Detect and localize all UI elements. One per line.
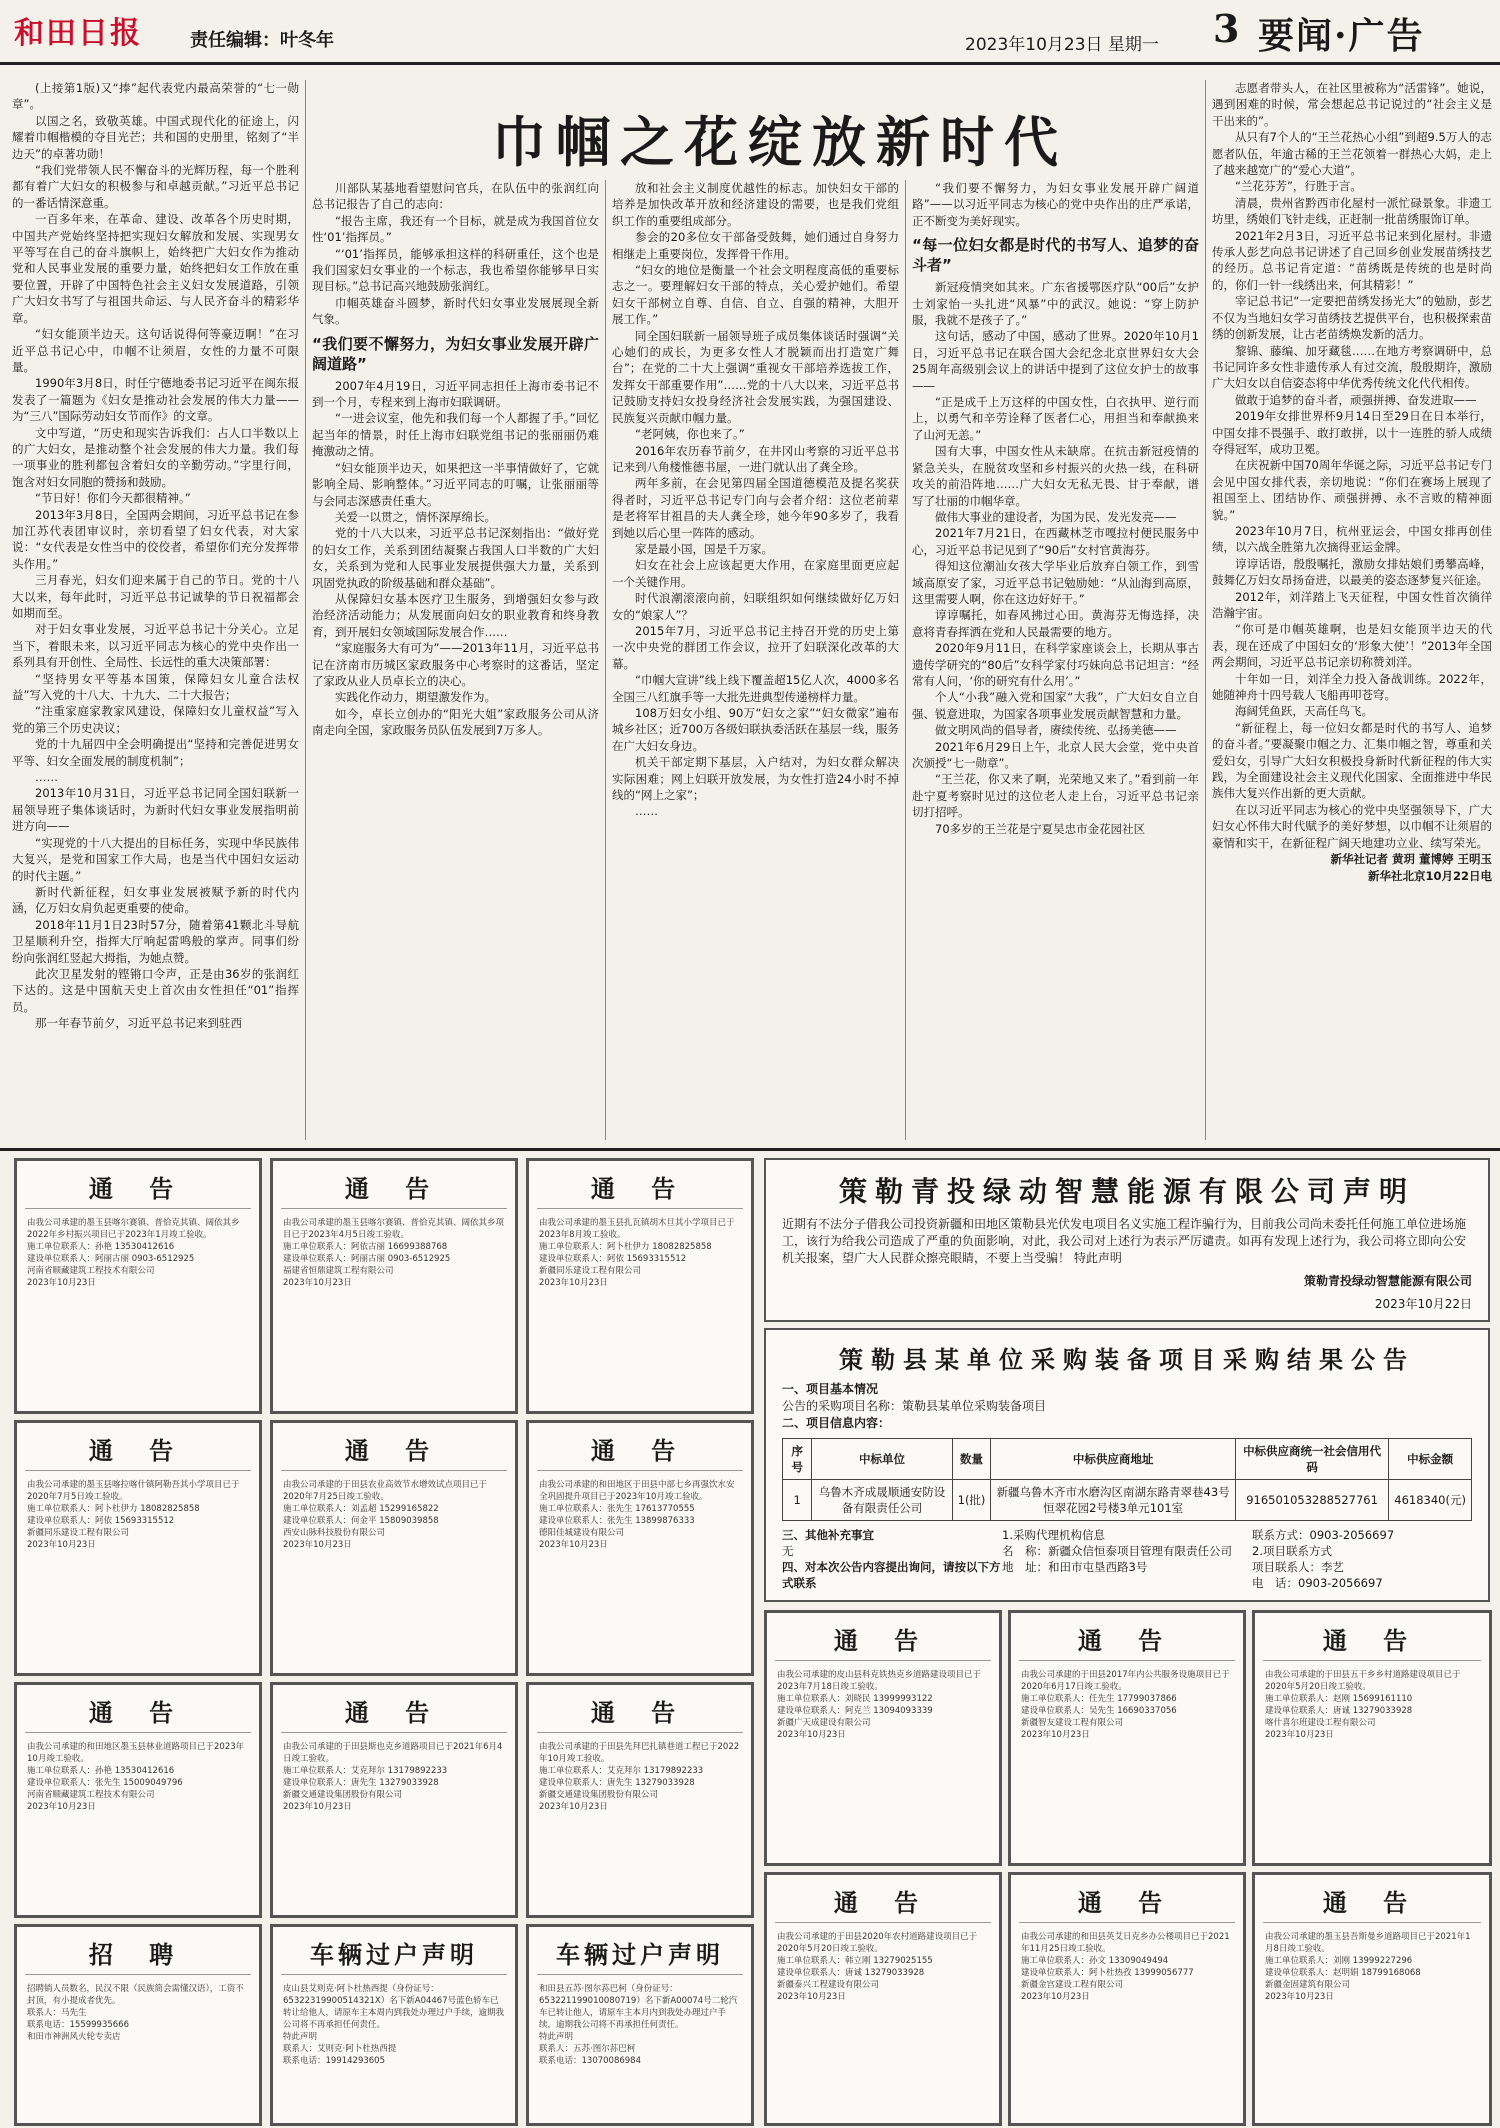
column-divider bbox=[605, 180, 606, 1140]
notice-box: 通 告 由我公司承建的墨玉县喀尔赛镇、普恰克其镇、阔依其乡2022年乡村振兴项目已于2023年1月竣工验收。 施工单位联系人：孙艳 13530412616 建设单位联系人：阿丽古丽 0903-6512925 河南省顺藏建筑工程技术有限公司 2023年10月23日 bbox=[14, 1158, 262, 1414]
article-paragraph: 在庆祝新中国70周年华诞之际，习近平总书记专门会见中国女排代表，亲切地说：“你们在赛场上展现了祖国至上、团结协作、顽强拼搏、永不言败的精神面貌。” bbox=[1212, 458, 1492, 522]
notice-box: 通 告 由我公司承建的墨玉县喀拉喀什镇阿勒吾其小学项目已于2020年7月5日竣工验收。 施工单位联系人：阿卜杜伊力 18082825858 建设单位联系人：阿依 15693315512 新疆同乐建设工程有限公司 2023年10月23日 bbox=[14, 1420, 262, 1676]
article-paragraph: “老阿姨，你也来了。” bbox=[635, 427, 745, 442]
table-cell: 1(批) bbox=[952, 1480, 991, 1521]
article-paragraph: 黎锦、藤编、加牙藏毯……在地方考察调研中，总书记同许多女性非遗传承人有过交流，殷殷期许，激励广大妇女以自信姿态将中华优秀传统文化代代相传。 bbox=[1212, 343, 1492, 391]
table-cell: 1 bbox=[783, 1480, 812, 1521]
article-paragraph: “王兰花，你又来了啊，光荣地又来了。”看到前一年赴宁夏考察时见过的这位老人走上台，习近平总书记亲切打招呼。 bbox=[912, 772, 1199, 820]
article-paragraph: 对于妇女事业发展，习近平总书记十分关心。立足当下，着眼未来，以习近平同志为核心的党中央作出一系列具有开创性、全局性、长远性的重大决策部署： bbox=[12, 622, 299, 670]
table-cell: 916501053288527761 bbox=[1235, 1480, 1388, 1521]
byline: 新华社记者 黄玥 董博婷 王明玉 bbox=[1330, 852, 1492, 867]
article-paragraph: 在以习近平同志为核心的党中央坚强领导下，广大妇女心怀伟大时代赋予的美好梦想，以巾帼不让须眉的豪情和实干，在新征程广阔天地建功立业、续写荣光。 bbox=[1212, 802, 1492, 850]
article-column-2 bbox=[312, 180, 599, 1140]
article-paragraph: “实现党的十八大提出的目标任务，实现中华民族伟大复兴，是党和国家工作大局，也是当代中国妇女运动的时代主题。” bbox=[12, 835, 299, 883]
article-paragraph: “我们党带领人民不懈奋斗的光辉历程，每一个胜利都有着广大妇女的积极参与和卓越贡献。”习近平总书记的一番话情深意重。 bbox=[12, 163, 299, 210]
article-paragraph: 2013年10月31日，习近平总书记同全国妇联新一届领导班子集体谈话时，为新时代妇女事业发展指明前进方向—— bbox=[12, 786, 299, 834]
article-paragraph: 这句话，感动了中国，感动了世界。2020年10月1日，习近平总书记在联合国大会纪念北京世界妇女大会25周年高级别会议上的讲话中提到了这位女护士的故事—— bbox=[912, 329, 1199, 393]
article-paragraph: “我们要不懈努力，为妇女事业发展开辟广阔道路”——以习近平同志为核心的党中央作出的庄严承诺，正不断变为美好现实。 bbox=[912, 181, 1199, 228]
table-header-cell: 序号 bbox=[783, 1439, 812, 1480]
article-paragraph: 2020年9月11日，在科学家座谈会上，长期从事古遗传学研究的“80后”女科学家付巧妹向总书记坦言：“经常有人问，‘你的研究有什么用’。” bbox=[912, 641, 1199, 688]
article-paragraph: 清晨，贵州省黔西市化屋村一派忙碌景象。非遗工坊里，绣娘们飞针走线，正赶制一批苗绣服饰订单。 bbox=[1212, 195, 1492, 227]
column-divider bbox=[905, 180, 906, 1140]
table-cell: 新疆乌鲁木齐市水磨沟区南湖东路青翠巷43号恒翠花园2号楼3单元101室 bbox=[991, 1480, 1235, 1521]
article-paragraph: 巾帼英雄奋斗圆梦，新时代妇女事业发展展现全新气象。 bbox=[312, 295, 599, 327]
article-paragraph: 此次卫星发射的铿锵口令声，正是由36岁的张润红下达的。这是中国航天史上首次由女性担任“01”指挥员。 bbox=[12, 966, 299, 1014]
table-header-cell: 中标金额 bbox=[1389, 1439, 1472, 1480]
article-paragraph: 2021年2月3日，习近平总书记来到化屋村。非遗传承人彭艺向总书记讲述了自己回乡创业发展苗绣技艺的经历。总书记肯定道：“苗绣既是传统的也是时尚的，你们一针一线绣出来，何其精彩！” bbox=[1212, 228, 1492, 292]
article-paragraph: “报告主席，我还有一个目标，就是成为我国首位女性‘01’指挥员。” bbox=[312, 213, 599, 245]
column-divider bbox=[305, 80, 306, 1140]
article-paragraph: 文中写道，“历史和现实告诉我们：占人口半数以上的广大妇女，是推动整个社会发展的伟大力量。我们每一项事业的胜利都包含着妇女的辛勤劳动。”字里行间，饱含对妇女同胞的赞扬和鼓励。 bbox=[12, 425, 299, 489]
article-paragraph: 关爱一以贯之，情怀深厚绵长。 bbox=[335, 509, 496, 524]
column-divider bbox=[1205, 80, 1206, 1140]
procurement-table bbox=[782, 1438, 1472, 1521]
vehicle-transfer-box: 车辆过户声明 和田县五苏·图尔荪巴柯（身份证号：653221199010080719）名下新A00074号二轮汽车已转让他人，请原车主本月内到我处办理过户手续，逾期我公司将不再承担任何责任。 特此声明 联系人：五苏·图尔荪巴柯 联系电话：13070086984 bbox=[526, 1924, 754, 2126]
article-paragraph: 2007年4月19日，习近平同志担任上海市委书记不到一个月，专程来到上海市妇联调研。 bbox=[312, 378, 599, 410]
notice-box: 通 告 由我公司承建的和田地区于田县中部七乡再强饮水安全巩固提升项目已于2023年10月竣工验收。 施工单位联系人：张先生 17613770555 建设单位联系人：张先生 13899876333 德阳佳城建设有限公司 2023年10月23日 bbox=[526, 1420, 754, 1676]
article-paragraph: 2021年6月29日上午，北京人民大会堂，党中央首次颁授“七一勋章”。 bbox=[912, 739, 1199, 770]
article-paragraph: “正是成千上万这样的中国女性，白衣执甲、逆行而上，以勇气和辛劳诠释了医者仁心，用担当和奉献换来了山河无恙。” bbox=[912, 395, 1199, 442]
company-declaration: 策勒青投绿动智慧能源有限公司声明 近期有不法分子借我公司投资新疆和田地区策勒县光伏发电项目名义实施工程诈骗行为，目前我公司尚未委托任何施工单位进场施工，该行为给我公司造成了严重的负面影响，对此，我公司对上述行为表示严厉谴责。如再有发现上述行为，我公司将立即向公安机关报案，望广大人民群众擦亮眼睛，不要上当受骗！ 特此声明 策勒青投绿动智慧能源有限公司 2023年10月22日 bbox=[764, 1158, 1490, 1322]
notice-box: 通 告 由我公司承建的墨玉县喀尔赛镇、普恰克其镇、阔依其乡项目已于2023年4月5日竣工验收。 施工单位联系人：阿依古丽 16699388768 建设单位联系人：阿丽古丽 0903-6512925 福建省恒鼎建筑工程有限公司 2023年10月23日 bbox=[270, 1158, 518, 1414]
article-paragraph: “‘01’指挥员，能够承担这样的科研重任，这个也是我们国家妇女事业的一个标志，我也希望你能够早日实现目标。”总书记高兴地鼓励张润红。 bbox=[312, 246, 599, 294]
article-paragraph: 同全国妇联新一届领导班子成员集体谈话时强调“关心她们的成长，为更多女性人才脱颖而出打造宽广舞台”；在党的二十大上强调“重视女干部培养选拔工作，发挥女干部重要作用”……党的十八大以来，习近平总书记鼓励支持妇女投身经济社会发展实践，为强国建设、民族复兴贡献巾帼力量。 bbox=[612, 328, 899, 425]
notice-box: 通 告 由我公司承建的于田县2017年内公共服务设施项目已于2020年6月17日竣工验收。 施工单位联系人：任先生 17799037866 建设单位联系人：吴先生 16690337056 新疆智友建设工程有限公司 2023年10月23日 bbox=[1008, 1610, 1246, 1866]
article-paragraph: 时代浪潮滚滚向前，妇联组织如何继续做好亿万妇女的“娘家人”？ bbox=[612, 591, 899, 622]
article-paragraph: 2018年11月1日23时57分，随着第41颗北斗导航卫星顺利升空，指挥大厅响起雷鸣般的掌声。同事们纷纷向张润红竖起大拇指，为她点赞。 bbox=[12, 917, 299, 965]
page-header bbox=[0, 0, 1500, 65]
article-paragraph: 海阔凭鱼跃，天高任鸟飞。 bbox=[1235, 704, 1373, 719]
article-paragraph: 从保障妇女基本医疗卫生服务，到增强妇女参与政治经济活动能力；从发展面向妇女的职业教育和终身教育，到开展妇女领域国际发展合作…… bbox=[312, 591, 599, 639]
article-paragraph: 2015年7月，习近平总书记主持召开党的历史上第一次中央党的群团工作会议，拉开了妇联深化改革的大幕。 bbox=[612, 623, 899, 671]
article-paragraph: 谆谆话语，殷殷嘱托，激励女排姑娘们勇攀高峰，鼓舞亿万妇女昂扬奋进，以最美的姿态逐梦复兴征途。 bbox=[1212, 556, 1492, 588]
procurement-result: 策勒县某单位采购装备项目采购结果公告 一、项目基本情况 公告的采购项目名称：策勒县某单位采购装备项目 二、项目信息内容： 序号 中标单位 数量 中标供应商地址 中标供应商统一社会信用代码 中标金额 1 乌鲁木齐成晟顺通安防设备有限责任公司 1(批) 新疆乌鲁木齐市水磨沟区南湖东路青翠巷43号恒翠花园2号楼3单元101室 916501053288527761 4618340(元) 三、其他补充事宜 无 四、对本次公告内容提出询问，请按以下方式联系 1.采购代理机构信息 名 称：新疆众信恒泰项目管理有限责任公司 地 址：和田市屯垦西路3号 联系方式：0903-2056697 2.项目联系方式 项目联系人：李艺 电 话：0903-2056697 bbox=[764, 1328, 1490, 1602]
article-paragraph: “巾帼大宣讲”线上线下覆盖超15亿人次，4000多名全国三八红旗手等一大批先进典型传递榜样力量。 bbox=[612, 673, 899, 704]
article-paragraph: …… bbox=[35, 770, 58, 785]
article-paragraph: 个人“小我”融入党和国家“大我”，广大妇女自立自强、锐意进取，为国家各项事业发展贡献智慧和力量。 bbox=[912, 690, 1199, 721]
article-title: 巾帼之花绽放新时代 bbox=[492, 110, 1068, 174]
article-paragraph: 实践化作动力，期望激发作为。 bbox=[335, 690, 496, 705]
notice-box: 通 告 由我公司承建的于田县先拜巴扎镇巷道工程已于2022年10月竣工验收。 施工单位联系人：艾克拜尔 13179892233 建设单位联系人：唐先生 13279033928 新疆交通建设集团股份有限公司 2023年10月23日 bbox=[526, 1682, 754, 1918]
article-paragraph: “妇女能顶半边天。这句话说得何等豪迈啊！”在习近平总书记心中，巾帼不让须眉，女性的力量不可限量。 bbox=[12, 327, 299, 374]
article-paragraph: 新时代新征程，妇女事业发展被赋予新的时代内涵，亿万妇女肩负起更重要的使命。 bbox=[12, 884, 299, 916]
article-paragraph: 三月春光，妇女们迎来属于自己的节日。党的十八大以来，每年此时，习近平总书记诚挚的节日祝福都会如期而至。 bbox=[12, 573, 299, 620]
article-column-1 bbox=[12, 80, 299, 1140]
article-paragraph: 2016年农历春节前夕，在井冈山考察的习近平总书记来到八角楼惟德书屋，一进门就认出了龚全珍。 bbox=[612, 443, 899, 474]
article-paragraph: 十年如一日，刘洋全力投入备战训练。2022年，她随神舟十四号载人飞船再叩苍穹。 bbox=[1212, 671, 1492, 703]
article-paragraph: 志愿者带头人，在社区里被称为“活雷锋”。她说，遇到困难的时候，常会想起总书记说过的“社会主义是干出来的”。 bbox=[1212, 81, 1492, 128]
notice-box: 通 告 由我公司承建的于田县农业高效节水增效试点项目已于2020年7月25日竣工验收。 施工单位联系人：刘孟超 15299165822 建设单位联系人：何金平 15809039858 西安山脉科技股份有限公司 2023年10月23日 bbox=[270, 1420, 518, 1676]
dateline: 新华社北京10月22日电 bbox=[1367, 868, 1492, 883]
article-subheading: “每一位妇女都是时代的书写人、追梦的奋斗者” bbox=[912, 236, 1199, 275]
article-paragraph: 家是最小国，国是千万家。 bbox=[635, 541, 773, 556]
article-column-3 bbox=[612, 180, 899, 1140]
notice-box: 通 告 由我公司承建的皮山县科克铁热克乡道路建设项目已于2023年7月18日竣工验收。 施工单位联系人：刘晓民 13999993122 建设单位联系人：阿克兰 13094093339 新疆广天成建设有限公司 2023年10月23日 bbox=[764, 1610, 1002, 1866]
notice-box: 通 告 由我公司承建的于田县五干乡乡村道路建设项目已于2020年5月20日竣工验收。 施工单位联系人：赵刚 15699161110 建设单位联系人：唐诚 13279033928 喀什喜尔班建设工程有限公司 2023年10月23日 bbox=[1252, 1610, 1492, 1866]
article-paragraph: 谆谆嘱托，如春风拂过心田。黄海芬无悔选择，决意将青春挥洒在党和人民最需要的地方。 bbox=[912, 608, 1199, 639]
table-header-cell: 数量 bbox=[952, 1439, 991, 1480]
article-paragraph: 2012年，刘洋踏上飞天征程，中国女性首次徜徉浩瀚宇宙。 bbox=[1212, 589, 1492, 620]
page-number: 3 bbox=[1213, 6, 1240, 51]
article-paragraph: 参会的20多位女干部备受鼓舞，她们通过自身努力相继走上重要岗位，发挥骨干作用。 bbox=[612, 230, 899, 261]
table-header-cell: 中标供应商地址 bbox=[991, 1439, 1235, 1480]
article-paragraph: 2019年女排世界杯9月14日至29日在日本举行，中国女排不畏强手、敢打敢拼，以十一连胜的骄人成绩夺得冠军，成功卫冕。 bbox=[1212, 409, 1492, 456]
notice-box: 通 告 由我公司承建的墨玉县吾斯曼乡道路项目已于2021年1月8日竣工验收。 施工单位联系人：刘刚 13999227296 建设单位联系人：赵明娟 18799168068 新疆金固建筑有限公司 2023年10月23日 bbox=[1252, 1872, 1492, 2126]
article-paragraph: “新征程上，每一位妇女都是时代的书写人、追梦的奋斗者。”要凝聚巾帼之力、汇集巾帼之智，尊重和关爱妇女，引导广大妇女积极投身新时代新征程的伟大实践，为全面建设社会主义现代化国家、全面推进中华民族伟大复兴作出新的更大贡献。 bbox=[1212, 720, 1492, 801]
table-row bbox=[783, 1480, 1472, 1521]
newspaper-logo: 和田日报 bbox=[14, 16, 142, 51]
article-paragraph: 2021年7月21日，在西藏林芝市嘎拉村便民服务中心，习近平总书记见到了“90后”女村官黄海芬。 bbox=[912, 526, 1199, 557]
article-paragraph: 放和社会主义制度优越性的标志。加快妇女干部的培养是加快改革开放和经济建设的需要，也是我们党组织工作的重要组成部分。 bbox=[612, 181, 899, 228]
article-paragraph: 做文明风尚的倡导者，赓续传统、弘扬美德—— bbox=[935, 723, 1177, 738]
article-paragraph: 2023年10月7日，杭州亚运会，中国女排再创佳绩，以六战全胜第九次摘得亚运金牌。 bbox=[1212, 523, 1492, 555]
article-paragraph: 2013年3月8日，全国两会期间，习近平总书记在参加江苏代表团审议时，亲切看望了妇女代表，对大家说：“女代表是女性当中的佼佼者，希望你们充分发挥带头作用。” bbox=[12, 507, 299, 571]
article-paragraph: 党的十八大以来，习近平总书记深刻指出：“做好党的妇女工作，关系到团结凝聚占我国人口半数的广大妇女，关系到为党和人民事业发展提供强大力量，关系到巩固党执政的阶级基础和群众基础”。 bbox=[312, 526, 599, 590]
article-paragraph: “家庭服务大有可为”——2013年11月，习近平总书记在济南市历城区家政服务中心考察时的这番话，坚定了家政从业人员卓长立的决心。 bbox=[312, 641, 599, 688]
notice-box: 通 告 由我公司承建的和田县英艾日克乡办公楼项目已于2021年11月25日竣工验收。 施工单位联系人：孙文 13309049494 建设单位联系人：阿卜杜热孜 13999056777 新疆金宫建设工程有限公司 2023年10月23日 bbox=[1008, 1872, 1246, 2126]
article-column-4 bbox=[912, 180, 1199, 1140]
issue-date: 2023年10月23日 星期一 bbox=[965, 35, 1159, 55]
article-paragraph: 一百多年来，在革命、建设、改革各个历史时期，中国共产党始终坚持把实现妇女解放和发展、实现男女平等写在自己的奋斗旗帜上，始终把广大妇女作为推动党和人民事业发展的重要力量，始终把妇女工作放在重要位置，开辟了中国特色社会主义妇女发展道路，引领广大妇女书写了与祖国共命运、与人民齐奋斗的精彩华章。 bbox=[12, 212, 299, 325]
article-paragraph: 机关干部定期下基层，入户结对，为妇女群众解决实际困难；网上妇联开放发展，为女性打造24小时不掉线的“网上之家”； bbox=[612, 755, 899, 803]
notice-box: 通 告 由我公司承建的于田县2020年农村道路建设项目已于2020年5月20日竣工验收。 施工单位联系人：韩立刚 13279025155 建设单位联系人：唐诚 13279033928 新疆泰兴工程建设有限公司 2023年10月23日 bbox=[764, 1872, 1002, 2126]
section-title: 要闻·广告 bbox=[1258, 15, 1425, 57]
article-paragraph: 川部队某基地看望慰问官兵，在队伍中的张润红向总书记报告了自己的志向： bbox=[312, 181, 599, 212]
notice-box: 通 告 由我公司承建的墨玉县扎瓦镇胡木旦其小学项目已于2023年8月竣工验收。 施工单位联系人：阿卜杜伊力 18082825858 建设单位联系人：阿依 15693315512 新疆同乐建设工程有限公司 2023年10月23日 bbox=[526, 1158, 754, 1414]
article-column-5 bbox=[1212, 80, 1492, 1140]
article-paragraph: 新冠疫情突如其来。广东省援鄂医疗队“00后”女护士刘家怡一头扎进“风暴”中的武汉。她说：“穿上防护服，我就不是孩子了。” bbox=[912, 280, 1199, 328]
article-paragraph: 做敢于追梦的奋斗者，顽强拼搏、奋发进取—— bbox=[1235, 392, 1477, 407]
table-cell: 4618340(元) bbox=[1389, 1480, 1472, 1521]
article-paragraph: “兰花芬芳”，行胜于言。 bbox=[1235, 179, 1362, 194]
editor-line: 责任编辑：叶冬年 bbox=[190, 30, 334, 51]
article-subheading: “我们要不懈努力，为妇女事业发展开辟广阔道路” bbox=[312, 334, 599, 373]
notice-box: 通 告 由我公司承建的和田地区墨玉县林业道路项目已于2023年10月竣工验收。 施工单位联系人：孙艳 13530412616 建设单位联系人：张先生 15009049796 河南省顺藏建筑工程技术有限公司 2023年10月23日 bbox=[14, 1682, 262, 1918]
article-paragraph: 妇女在社会上应该起更大作用，在家庭里面更应起一个关键作用。 bbox=[612, 558, 899, 589]
article-paragraph: “你可是巾帼英雄啊，也是妇女能顶半边天的代表，现在还成了中国妇女的‘形象大使’！”2013年全国两会期间，习近平总书记亲切称赞刘洋。 bbox=[1212, 622, 1492, 670]
article-paragraph: 党的十九届四中全会明确提出“坚持和完善促进男女平等、妇女全面发展的制度机制”； bbox=[12, 737, 299, 768]
article-paragraph: “注重家庭家教家风建设，保障妇女儿童权益”写入党的第三个历史决议； bbox=[12, 704, 299, 735]
article-paragraph: (上接第1版)又“捧”起代表党内最高荣誉的“七一勋章”。 bbox=[12, 81, 299, 112]
article-paragraph: …… bbox=[635, 804, 658, 819]
article-paragraph: “节日好！你们今天都很精神。” bbox=[35, 491, 191, 506]
article-paragraph: 那一年春节前夕，习近平总书记来到驻西 bbox=[35, 1016, 242, 1031]
article-paragraph: 做伟大事业的建设者，为国为民、发光发亮—— bbox=[935, 509, 1177, 524]
article-paragraph: 从只有7个人的“王兰花热心小组”到超9.5万人的志愿者队伍，年逾古稀的王兰花领着一群热心大妈，走上了越来越宽广的“爱心大道”。 bbox=[1212, 130, 1492, 178]
article-paragraph: “妇女的地位是衡量一个社会文明程度高低的重要标志之一。要理解妇女干部的特点，关心爱护她们。希望妇女干部树立自尊、自信、自立、自强的精神，大胆开展工作。” bbox=[612, 263, 899, 327]
notice-box: 通 告 由我公司承建的于田县斯也克乡道路项目已于2021年6月4日竣工验收。 施工单位联系人：艾克拜尔 13179892233 建设单位联系人：唐先生 13279033928 新疆交通建设集团股份有限公司 2023年10月23日 bbox=[270, 1682, 518, 1918]
article-paragraph: 108万妇女小组、90万“妇女之家”“妇女微家”遍布城乡社区；近700万各级妇联执委活跃在基层一线，服务在广大妇女身边。 bbox=[612, 706, 899, 753]
article-paragraph: 1990年3月8日，时任宁德地委书记习近平在闽东报发表了一篇题为《妇女是推动社会发展的伟大力量——为“三八”国际劳动妇女节而作》的文章。 bbox=[12, 376, 299, 424]
recruit-box: 招 聘 招聘销人员数名，民汉不限（民族简会需懂汉语），工资不封顶，有小提成者优先。 联系人：马先生 联系电话：15599935666 和田市神洲风火轮专卖店 bbox=[14, 1924, 262, 2126]
article-paragraph: 如今，卓长立创办的“阳光大姐”家政服务公司从济南走向全国，家政服务员队伍发展到7万多人。 bbox=[312, 706, 599, 738]
article-paragraph: 以国之名，致敬英雄。中国式现代化的征途上，闪耀着巾帼楷模的夺目光芒；共和国的史册里，铭刻了“半边天”的卓著功勋！ bbox=[12, 113, 299, 161]
article-paragraph: “妇女能顶半边天，如果把这一半事情做好了，它就影响全局、影响整体。”习近平同志的叮嘱，让张丽丽等与会同志深感责任重大。 bbox=[312, 460, 599, 508]
article-paragraph: 70多岁的王兰花是宁夏吴忠市金花园社区 bbox=[935, 821, 1146, 836]
table-header-cell: 中标单位 bbox=[812, 1439, 952, 1480]
table-header-cell: 中标供应商统一社会信用代码 bbox=[1235, 1439, 1388, 1480]
article-paragraph: 宰记总书记“一定要把苗绣发扬光大”的勉励，彭艺不仅为当地妇女学习苗绣技艺提供平台，也积极探索苗绣的创新发展，让古老苗绣焕发新的活力。 bbox=[1212, 294, 1492, 342]
section-divider bbox=[0, 1148, 1500, 1151]
article-paragraph: “一进会议室，他先和我们每一个人都握了手。”回忆起当年的情景，时任上海市妇联党组书记的张丽丽仍难掩激动之情。 bbox=[312, 411, 599, 459]
table-cell: 乌鲁木齐成晟顺通安防设备有限责任公司 bbox=[812, 1480, 952, 1521]
article-paragraph: 国有大事，中国女性从未缺席。在抗击新冠疫情的紧急关头，在脱贫攻坚和乡村振兴的火热一线，在科研攻关的前沿阵地……广大妇女无私无畏、甘于奉献，谱写了壮丽的巾帼华章。 bbox=[912, 444, 1199, 508]
article-paragraph: “坚持男女平等基本国策，保障妇女儿童合法权益”写入党的十八大、十九大、二十大报告； bbox=[12, 671, 299, 703]
article-paragraph: 得知这位潮汕女孩大学毕业后放弃白领工作，到雪域高原安了家，习近平总书记勉励她：“从汕海到高原，这里需要人啊，你在这边好好干。” bbox=[912, 559, 1199, 606]
article-paragraph: 两年多前，在会见第四届全国道德模范及提名奖获得者时，习近平总书记专门向与会者介绍：这位老前辈是老将军甘祖昌的夫人龚全珍，她今年90多岁了，我看到她以后心里一阵阵的感动。 bbox=[612, 476, 899, 540]
vehicle-transfer-box: 车辆过户声明 皮山县艾则克·阿卜杜热西提（身份证号：65322319900514321X）名下新A04467号蓝色轿车已转让给他人，请原车主本周内到我处办理过户手续，逾期我公司将不再承担任何责任。 特此声明 联系人：艾则克·阿卜杜热西提 联系电话：19914293605 bbox=[270, 1924, 518, 2126]
